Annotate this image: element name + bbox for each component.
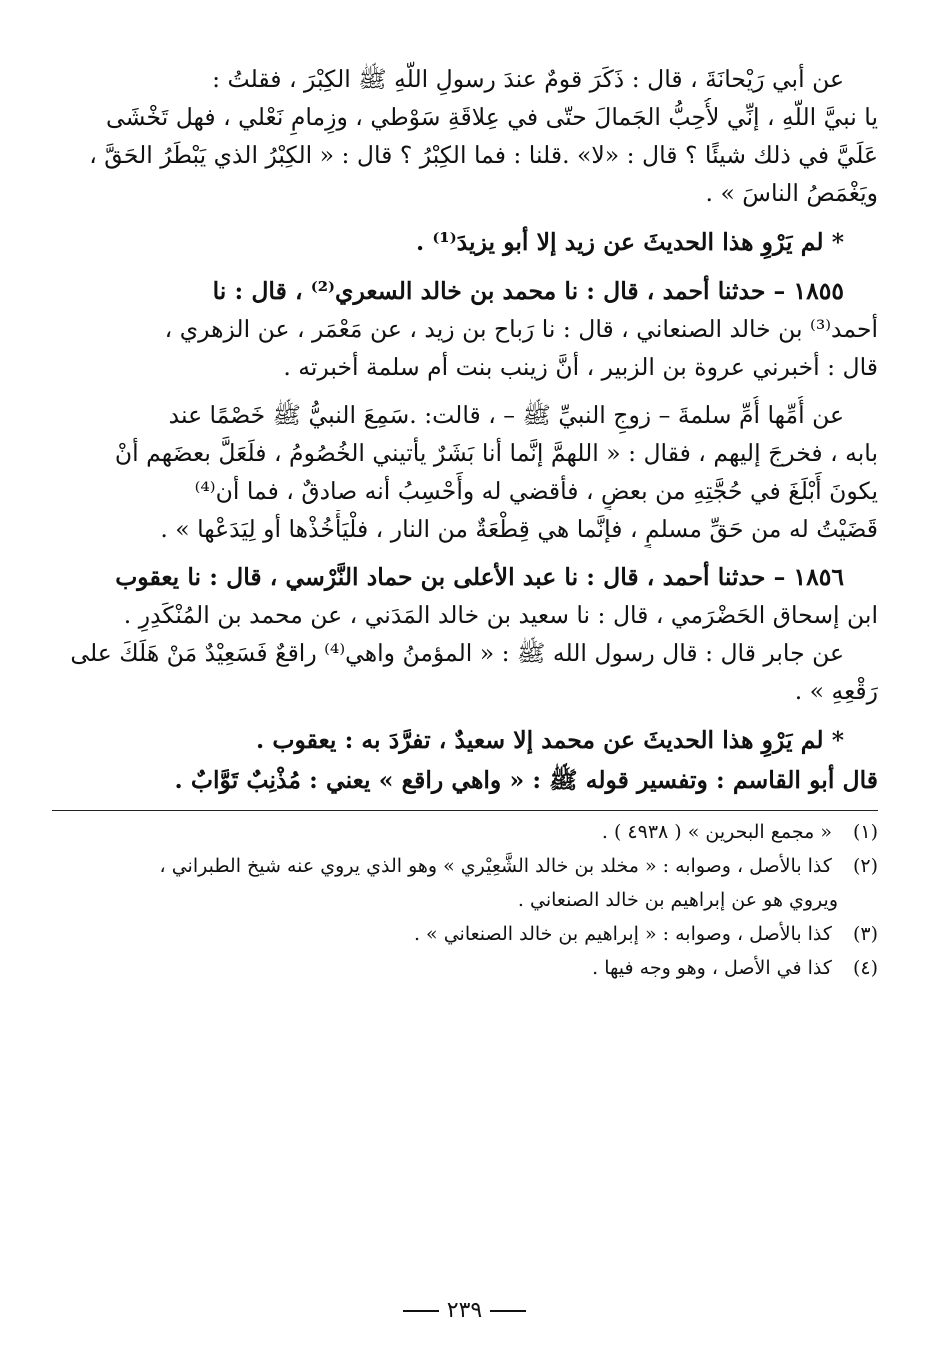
page-number xyxy=(0,1298,929,1323)
footnote-divider xyxy=(52,810,878,811)
dash-left xyxy=(490,1310,526,1312)
paragraph-1 xyxy=(52,60,878,212)
narration-note-2: * لم يَرْوِ هذا الحديثَ عن محمد إلا سعيدٌ ، تفرَّدَ به : يعقوب . xyxy=(256,726,844,754)
text-line: يا نبيَّ اللّهِ ، إنِّي لأُحِبُّ الجَمالَ حتّى في عِلاقَةِ سَوْطي ، وزِمامِ نَعْلي ، فهل تَخْشَى xyxy=(106,103,878,131)
narration-note-3: قال أبو القاسم : وتفسير قوله ﷺ : « واهي راقع » يعني : مُذْنِبٌ تَوَّابٌ . xyxy=(174,766,878,794)
page-number-text: ٢٣٩ xyxy=(446,1298,483,1323)
footnote-number: (١) xyxy=(852,821,878,843)
dash-right xyxy=(403,1310,439,1312)
text-line: رَقْعِهِ » . xyxy=(794,677,878,705)
footnote-4 xyxy=(52,951,878,985)
text-line: بابه ، فخرجَ إليهم ، فقال : « اللهمَّ إنَّما أنا بَشَرٌ يأتيني الخُصُومُ ، فلَعَلَّ بعضَهم أنْ xyxy=(114,439,878,467)
footnote-text: كذا بالأصل ، وصوابه : « مخلد بن خالد الشَّعِيْري » وهو الذي يروي عنه شيخ الطبراني ، xyxy=(159,855,832,877)
text-line: عن جابر قال : قال رسول الله ﷺ : « المؤمنُ واهي⁽⁴⁾ راقعٌ فَسَعِيْدٌ مَنْ هَلَكَ على xyxy=(70,639,844,667)
text-line: ويَغْمَصُ الناسَ » . xyxy=(705,179,878,207)
text-line: ابن إسحاق الحَضْرَمي ، قال : نا سعيد بن خالد المَدَني ، عن محمد بن المُنْكَدِرِ . xyxy=(123,601,878,629)
footnote-text: « مجمع البحرين » ( ٤٩٣٨ ) . xyxy=(601,821,832,843)
hadith-1855 xyxy=(52,272,878,386)
footnote-2 xyxy=(52,849,878,883)
footnote-2-continuation: ويروي هو عن إبراهيم بن خالد الصنعاني . xyxy=(517,889,838,911)
footnote-text: كذا بالأصل ، وصوابه : « إبراهيم بن خالد الصنعاني » . xyxy=(413,923,832,945)
footnote-number: (٣) xyxy=(852,923,878,945)
text-line: عَلَيَّ في ذلك شيئًا ؟ قال : «لا» .قلنا : فما الكِبْرُ ؟ قال : « الكِبْرُ الذي يَبْطَرُ الحَقَّ ، xyxy=(89,141,878,169)
footnote-number: (٢) xyxy=(852,855,878,877)
text-line: ١٨٥٦ – حدثنا أحمد ، قال : نا عبد الأعلى بن حماد النَّرْسي ، قال : نا يعقوب xyxy=(115,563,844,591)
paragraph-5 xyxy=(52,634,878,710)
footnote-3 xyxy=(52,917,878,951)
text-line: ١٨٥٥ – حدثنا أحمد ، قال : نا محمد بن خالد السعري⁽²⁾ ، قال : نا xyxy=(212,277,844,305)
hadith-1856 xyxy=(52,558,878,634)
footnote-text: كذا في الأصل ، وهو وجه فيها . xyxy=(592,957,832,979)
narration-note-1: * لم يَرْوِ هذا الحديثَ عن زيد إلا أبو يزيدَ⁽¹⁾ . xyxy=(416,228,844,256)
footnote-number: (٤) xyxy=(852,957,878,979)
footnotes xyxy=(52,815,878,985)
text-line: أحمد⁽³⁾ بن خالد الصنعاني ، قال : نا رَباح بن زيد ، عن مَعْمَر ، عن الزهري ، xyxy=(164,315,878,343)
text-line: يكونَ أَبْلَغَ في حُجَّتِهِ من بعضٍ ، فأقضي له وأَحْسِبُ أنه صادقٌ ، فما أن⁽⁴⁾ xyxy=(194,477,878,505)
page-body xyxy=(52,60,878,985)
text-line: عن أبي رَيْحانَةَ ، قال : ذَكَرَ قومٌ عندَ رسولِ اللّهِ ﷺ الكِبْرَ ، فقلتُ : xyxy=(212,65,844,93)
text-line: عن أُمِّها أُمِّ سلمةَ – زوجِ النبيِّ ﷺ – ، قالت: .سَمِعَ النبيُّ ﷺ خَصْمًا عند xyxy=(168,401,844,429)
paragraph-3 xyxy=(52,396,878,548)
footnote-1 xyxy=(52,815,878,849)
text-line: قال : أخبرني عروة بن الزبير ، أنَّ زينب بنت أم سلمة أخبرته . xyxy=(283,353,878,381)
text-line: قَضَيْتُ له من حَقِّ مسلمٍ ، فإنَّما هي قِطْعَةٌ من النار ، فلْيَأْخُذْها أو لِيَدَعْها » . xyxy=(160,515,878,543)
